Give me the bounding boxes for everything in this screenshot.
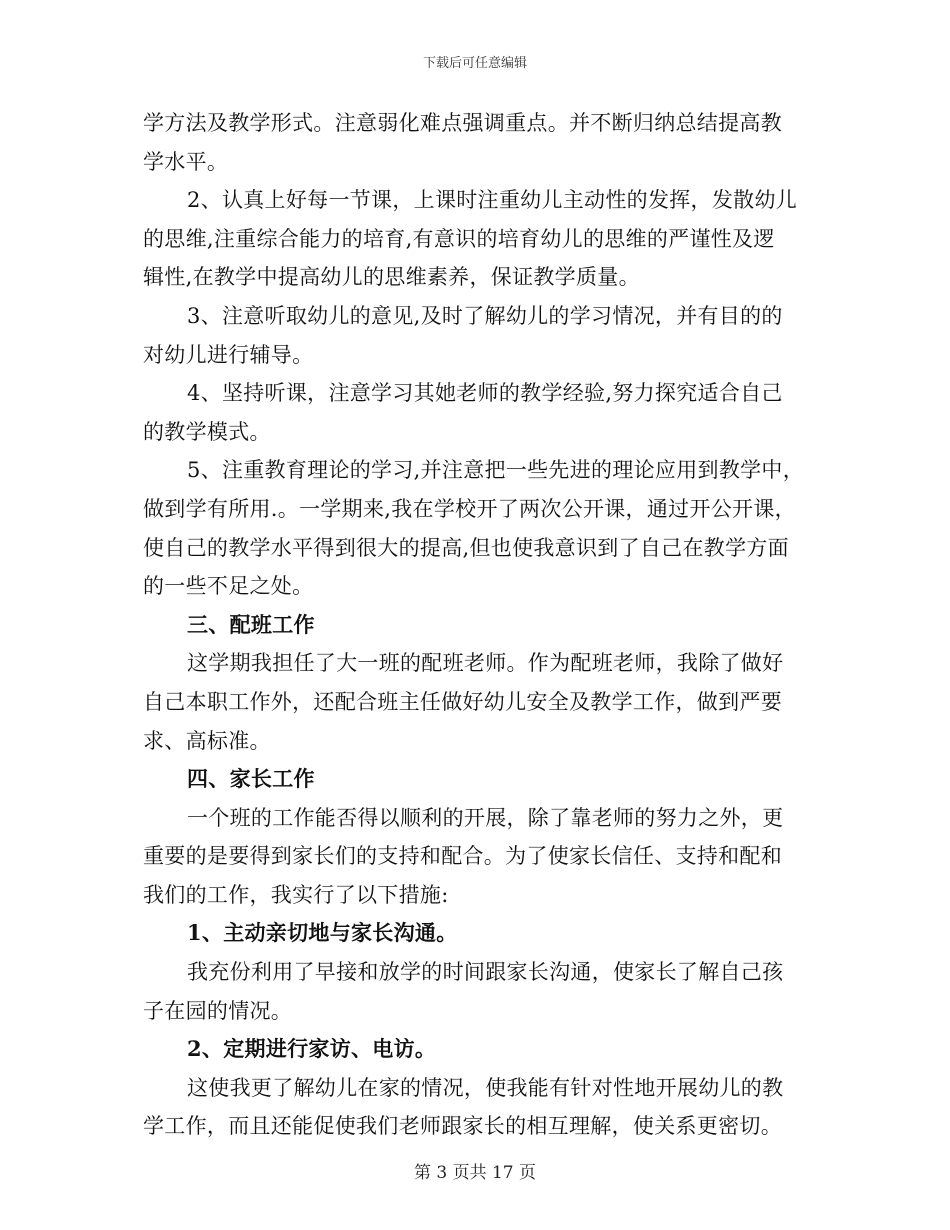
text-line: 的一些不足之处。 [143, 574, 314, 599]
text-line: 这使我更了解幼儿在家的情况，使我能有针对性地开展幼儿的教 [187, 1075, 784, 1100]
section-heading: 1、主动亲切地与家长沟通。 [187, 920, 458, 946]
page-footer: 第 3 页共 17 页 [413, 1163, 537, 1183]
section-heading: 三、配班工作 [187, 611, 315, 637]
text-line: 这学期我担任了大一班的配班老师。作为配班老师，我除了做好 [187, 651, 784, 676]
text-line: 一个班的工作能否得以顺利的开展，除了靠老师的努力之外，更 [187, 805, 784, 830]
text-line: 做到学有所用.。一学期来,我在学校开了两次公开课，通过开公开课， [143, 496, 796, 521]
text-line: 求、高标准。 [143, 728, 271, 753]
text-line: 对幼儿进行辅导。 [143, 342, 314, 367]
text-line: 我充份利用了早接和放学的时间跟家长沟通，使家长了解自己孩 [187, 960, 784, 985]
text-line: 2、认真上好每一节课，上课时注重幼儿主动性的发挥，发散幼儿 [187, 188, 798, 213]
text-line: 3、注意听取幼儿的意见,及时了解幼儿的学习情况，并有目的的 [187, 303, 783, 328]
text-line: 4、坚持听课，注意学习其她老师的教学经验,努力探究适合自己 [187, 381, 783, 406]
document-body [143, 104, 808, 1146]
text-line: 学水平。 [143, 149, 229, 174]
text-line: 自己本职工作外，还配合班主任做好幼儿安全及教学工作，做到严要 [143, 689, 782, 714]
text-line: 学工作，而且还能促使我们老师跟家长的相互理解，使关系更密切。 [143, 1114, 782, 1139]
section-heading: 四、家长工作 [187, 766, 315, 792]
text-line: 的思维,注重综合能力的培育,有意识的培育幼儿的思维的严谨性及逻 [143, 226, 775, 251]
text-line: 的教学模式。 [143, 419, 271, 444]
section-heading: 2、定期进行家访、电访。 [187, 1036, 437, 1062]
text-line: 子在园的情况。 [143, 998, 293, 1023]
text-line: 5、注重教育理论的学习,并注意把一些先进的理论应用到教学中， [187, 458, 805, 483]
text-line: 辑性,在教学中提高幼儿的思维素养，保证教学质量。 [143, 265, 640, 290]
text-line: 我们的工作，我实行了以下措施: [143, 882, 449, 907]
text-line: 使自己的教学水平得到很大的提高,但也使我意识到了自己在教学方面 [143, 535, 789, 560]
text-line: 重要的是要得到家长们的支持和配合。为了使家长信任、支持和配和 [143, 844, 782, 869]
text-line: 学方法及教学形式。注意弱化难点强调重点。并不断归纳总结提高教 [143, 111, 782, 135]
page-header: 下载后可任意编辑 [422, 56, 527, 71]
